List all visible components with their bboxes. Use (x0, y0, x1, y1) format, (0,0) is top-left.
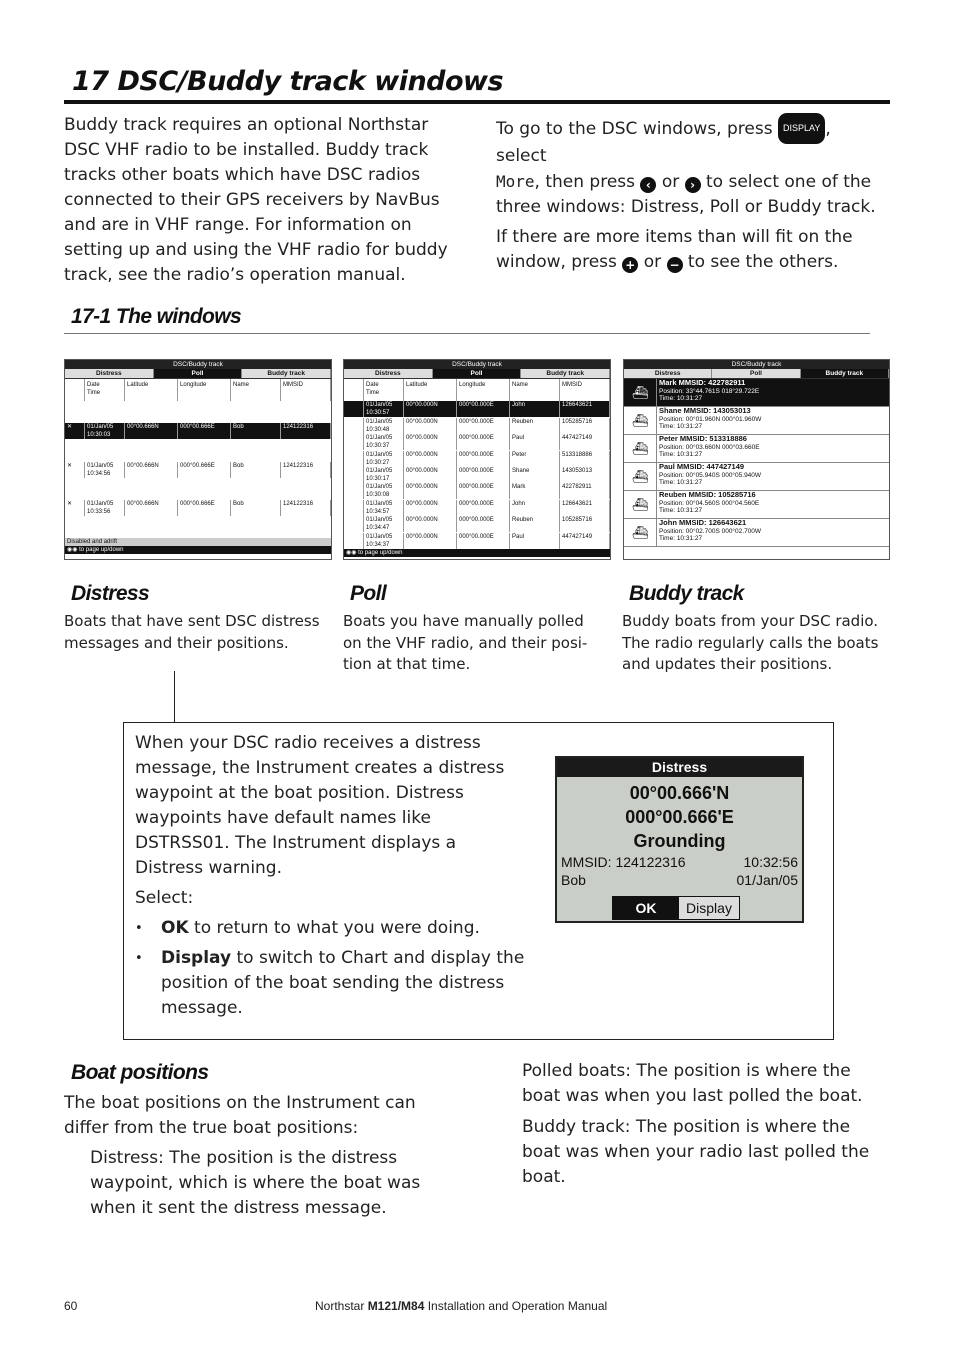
distress-dialog (555, 756, 804, 923)
buddy-pos: Position: 00°01.960N 000°01.960W (659, 415, 762, 423)
buddy-head: Paul MMSID: 447427149 (659, 462, 745, 471)
table-cell: Peter (510, 451, 560, 467)
table-cell: John (510, 500, 560, 516)
tab-poll: Poll (154, 369, 243, 378)
buddy-time: Time: 10:31:27 (659, 395, 703, 402)
boat-icon: ⛴ (631, 384, 649, 400)
intro-text: If there are more items than will fit on the window, press (496, 227, 853, 272)
buddy-list (624, 379, 889, 547)
dialog-date: 01/Jan/05 (736, 872, 798, 888)
buddy-entry (624, 435, 889, 463)
bp-buddy: Buddy track: The position is where the boat was when your radio last polled the boat. (522, 1117, 870, 1187)
tab-distress: Distress (344, 369, 433, 378)
bullet-display-text: to switch to Chart and display the position of the boat sending the distress message. (161, 948, 525, 1018)
tab-poll: Poll (433, 369, 522, 378)
bullet-display (135, 946, 525, 1021)
dialog-title: Distress (557, 758, 802, 777)
table-cell: 000°00.666E (178, 462, 231, 478)
table-cell: 00°00.000N (404, 467, 457, 483)
distress-table (65, 379, 331, 538)
buddy-pos: Position: 33°44.761S 018°29.722E (659, 387, 760, 395)
table-cell: 01/Jan/05 10:33:56 (85, 500, 125, 516)
table-cell: Bob (231, 423, 281, 439)
buddy-pos: Position: 00°05.940S 000°05.940W (659, 471, 762, 479)
table-cell: 124122316 (281, 500, 331, 516)
boat-icon: ⛴ (631, 524, 649, 540)
row-marker (344, 467, 364, 483)
table-header (65, 379, 85, 401)
table-cell: 00°00.000N (404, 533, 457, 549)
row-marker (344, 418, 364, 434)
left-arrow-icon: ‹ (640, 177, 656, 193)
buddy-entry-text (656, 379, 889, 406)
intro-text: to see the others. (687, 252, 839, 272)
table-cell: 000°00.000E (457, 451, 510, 467)
buddy-entry-text (656, 463, 889, 490)
table-cell: 00°00.000N (404, 418, 457, 434)
table-cell: Mark (510, 483, 560, 499)
intro-text: to select one of the three windows: Distress, Poll or Buddy track. (496, 172, 876, 217)
intro-left: Buddy track requires an optional Northstar DSC VHF radio to be installed. Buddy track tracks other boats which have DSC radios connected to their GPS receivers by NavBus and are in VHF range. For information on setting up and using the VHF radio for buddy track, see the radio’s operation manual. (64, 115, 448, 285)
intro-text: or (643, 252, 662, 272)
page-hint-text: to page up/down (79, 547, 124, 553)
table-cell: 01/Jan/05 10:34:56 (85, 462, 125, 478)
table-cell: Paul (510, 434, 560, 450)
page-hint: ◉◉ to page up/down (344, 549, 610, 557)
tab-buddy: Buddy track (242, 369, 331, 378)
buddy-pos: Position: 00°04.560S 000°04.560E (659, 499, 760, 507)
poll-screenshot (343, 359, 611, 560)
row-marker (344, 451, 364, 467)
page-hint: ◉◉ to page up/down (65, 546, 331, 554)
table-cell: 00°00.000N (404, 516, 457, 532)
table-cell: 01/Jan/05 10:30:03 (85, 423, 125, 439)
title-rule (64, 100, 890, 104)
table-cell: 01/Jan/05 10:30:37 (364, 434, 404, 450)
buddy-entry (624, 519, 889, 547)
table-cell: 422782911 (560, 483, 610, 499)
table-cell: 000°00.000E (457, 434, 510, 450)
table-cell: 01/Jan/05 10:30:27 (364, 451, 404, 467)
row-marker (344, 434, 364, 450)
buddy-head: Peter MMSID: 513318886 (659, 434, 747, 443)
table-cell: 00°00.666N (125, 423, 178, 439)
buddy-entry (624, 379, 889, 407)
dialog-lon: 000°00.666'E (625, 807, 734, 827)
buddy-time: Time: 10:31:27 (659, 479, 703, 486)
intro-text: To go to the DSC windows, press (496, 119, 773, 139)
footer-text (315, 1299, 607, 1313)
table-header: Longitude (457, 379, 510, 401)
table-cell: 105285716 (560, 516, 610, 532)
table-cell: Reuben (510, 516, 560, 532)
row-marker (344, 483, 364, 499)
caption-heading-poll: Poll (350, 582, 387, 605)
buddy-time: Time: 10:31:27 (659, 451, 703, 458)
table-cell: 00°00.000N (404, 401, 457, 417)
table-cell: 000°00.000E (457, 418, 510, 434)
table-cell: 01/Jan/05 10:30:08 (364, 483, 404, 499)
table-cell: 000°00.000E (457, 401, 510, 417)
poll-table (344, 379, 610, 549)
intro-text: or (661, 172, 680, 192)
buddy-head: John MMSID: 126643621 (659, 518, 747, 527)
row-marker (344, 533, 364, 549)
section-heading-windows: 17-1 The windows (71, 305, 242, 328)
bp-left: The boat positions on the Instrument can differ from the true boat positions: (64, 1093, 416, 1138)
table-cell: 01/Jan/05 10:34:57 (364, 500, 404, 516)
table-cell: 447427149 (560, 533, 610, 549)
tab-buddy: Buddy track (801, 369, 889, 378)
table-cell: Paul (510, 533, 560, 549)
table-cell: 01/Jan/05 10:30:17 (364, 467, 404, 483)
distress-footer: Disabled and adrift (65, 538, 331, 546)
table-cell: 00°00.000N (404, 434, 457, 450)
table-header: Name (510, 379, 560, 401)
distress-icon: ✕ (65, 500, 85, 516)
dialog-display-button[interactable]: Display (679, 897, 739, 919)
table-cell: 105285716 (560, 418, 610, 434)
caption-heading-buddy: Buddy track (629, 582, 744, 605)
buddy-pos: Position: 00°03.660N 000°03.660E (659, 443, 760, 451)
tab-poll: Poll (712, 369, 800, 378)
table-cell: John (510, 401, 560, 417)
table-cell: 126643621 (560, 500, 610, 516)
table-cell: 00°00.000N (404, 500, 457, 516)
buddy-screenshot (623, 359, 890, 560)
tab-distress: Distress (624, 369, 712, 378)
table-cell: 000°00.666E (178, 423, 231, 439)
footer-manual: Installation and Operation Manual (424, 1299, 608, 1313)
shot-title: DSC/Buddy track (344, 360, 610, 369)
connector-line (174, 671, 175, 722)
table-cell: 000°00.000E (457, 483, 510, 499)
intro-text: , select (496, 119, 831, 166)
table-cell: 000°00.000E (457, 516, 510, 532)
table-header (344, 379, 364, 401)
bullet-ok (135, 916, 525, 941)
table-cell: 000°00.000E (457, 533, 510, 549)
display-key-icon: DISPLAY (778, 113, 825, 144)
row-marker (344, 401, 364, 417)
distress-icon: ✕ (65, 423, 85, 439)
dialog-time: 10:32:56 (743, 854, 798, 870)
page-title: 17 DSC/Buddy track windows (72, 66, 504, 97)
table-cell: Bob (231, 462, 281, 478)
footer-model: M121/M84 (367, 1299, 425, 1313)
table-header: MMSID (281, 379, 331, 401)
buddy-entry-text (656, 491, 889, 518)
buddy-entry-text (656, 435, 889, 462)
buddy-entry (624, 407, 889, 435)
table-cell: Shane (510, 467, 560, 483)
buddy-entry-text (656, 519, 889, 546)
dialog-mmsid: MMSID: 124122316 (561, 854, 686, 870)
buddy-head: Mark MMSID: 422782911 (659, 378, 746, 387)
table-header: Date Time (85, 379, 125, 401)
bp-polled: Polled boats: The position is where the boat was when you last polled the boat. (522, 1061, 863, 1106)
bullet-ok-text: to return to what you were doing. (188, 918, 480, 938)
box-text (135, 731, 525, 1021)
buddy-time: Time: 10:31:27 (659, 507, 703, 514)
buddy-entry-text (656, 407, 889, 434)
table-cell: 000°00.666E (178, 500, 231, 516)
table-cell: 000°00.000E (457, 500, 510, 516)
row-marker (344, 500, 364, 516)
table-cell: 447427149 (560, 434, 610, 450)
table-cell: 143053013 (560, 467, 610, 483)
dialog-ok-button[interactable]: OK (613, 897, 679, 919)
table-header: MMSID (560, 379, 610, 401)
section-rule (64, 333, 870, 334)
bullet-ok-bold: OK (161, 918, 189, 938)
table-cell: Reuben (510, 418, 560, 434)
more-option: More (496, 172, 535, 191)
table-cell: 126643621 (560, 401, 610, 417)
intro-text: , then press (534, 172, 635, 192)
table-cell: 00°00.666N (125, 462, 178, 478)
minus-icon: − (667, 257, 683, 273)
buddy-time: Time: 10:31:27 (659, 535, 703, 542)
boat-icon: ⛴ (631, 496, 649, 512)
buddy-head: Reuben MMSID: 105285716 (659, 490, 756, 499)
buddy-pos: Position: 00°02.700S 000°02.700W (659, 527, 762, 535)
bullet-display-bold: Display (161, 948, 232, 968)
caption-poll: Boats you have manually polled on the VHF radio, and their posi-tion at that time. (343, 612, 588, 673)
section-heading-positions: Boat positions (71, 1061, 209, 1084)
table-header: Date Time (364, 379, 404, 401)
shot-title: DSC/Buddy track (624, 360, 889, 369)
buddy-head: Shane MMSID: 143053013 (659, 406, 751, 415)
table-header: Latitude (404, 379, 457, 401)
table-header: Latitude (125, 379, 178, 401)
tab-distress: Distress (65, 369, 154, 378)
row-marker (344, 516, 364, 532)
caption-buddy: Buddy boats from your DSC radio. The radio regularly calls the boats and updates their positions. (622, 612, 879, 673)
intro-right (496, 113, 886, 275)
table-header: Name (231, 379, 281, 401)
table-cell: Bob (231, 500, 281, 516)
box-select: Select: (135, 888, 194, 908)
buddy-entry (624, 463, 889, 491)
page-number: 60 (64, 1299, 78, 1313)
table-cell: 124122316 (281, 462, 331, 478)
table-cell: 00°00.666N (125, 500, 178, 516)
table-cell: 00°00.000N (404, 483, 457, 499)
bp-distress: Distress: The position is the distress waypoint, which is where the boat was when it sent the distress message. (90, 1148, 421, 1218)
dialog-lat: 00°00.666'N (629, 783, 730, 803)
caption-heading-distress: Distress (71, 582, 150, 605)
table-cell: 01/Jan/05 10:34:37 (364, 533, 404, 549)
tab-buddy: Buddy track (521, 369, 610, 378)
distress-icon: ✕ (65, 462, 85, 478)
box-paragraph: When your DSC radio receives a distress message, the Instrument creates a distress waypoint at the boat position. Distress waypoints have default names like DSTRSS01. The Instrument displays a Distress warning. (135, 733, 505, 878)
caption-distress: Boats that have sent DSC distress messages and their positions. (64, 612, 320, 652)
table-cell: 00°00.000N (404, 451, 457, 467)
boat-icon: ⛴ (631, 412, 649, 428)
table-cell: 01/Jan/05 10:34:47 (364, 516, 404, 532)
plus-icon: + (622, 257, 638, 273)
footer-brand: Northstar (315, 1299, 368, 1313)
page-hint-text: to page up/down (358, 550, 403, 556)
boat-icon: ⛴ (631, 468, 649, 484)
shot-title: DSC/Buddy track (65, 360, 331, 369)
right-arrow-icon: › (685, 177, 701, 193)
table-cell: 01/Jan/05 10:30:48 (364, 418, 404, 434)
table-cell: 124122316 (281, 423, 331, 439)
table-header: Longitude (178, 379, 231, 401)
dialog-reason: Grounding (633, 831, 726, 851)
dialog-name: Bob (561, 872, 586, 888)
table-cell: 000°00.000E (457, 467, 510, 483)
table-cell: 01/Jan/05 10:30:57 (364, 401, 404, 417)
buddy-time: Time: 10:31:27 (659, 423, 703, 430)
boat-icon: ⛴ (631, 440, 649, 456)
distress-screenshot (64, 359, 332, 560)
buddy-entry (624, 491, 889, 519)
table-cell: 513318886 (560, 451, 610, 467)
